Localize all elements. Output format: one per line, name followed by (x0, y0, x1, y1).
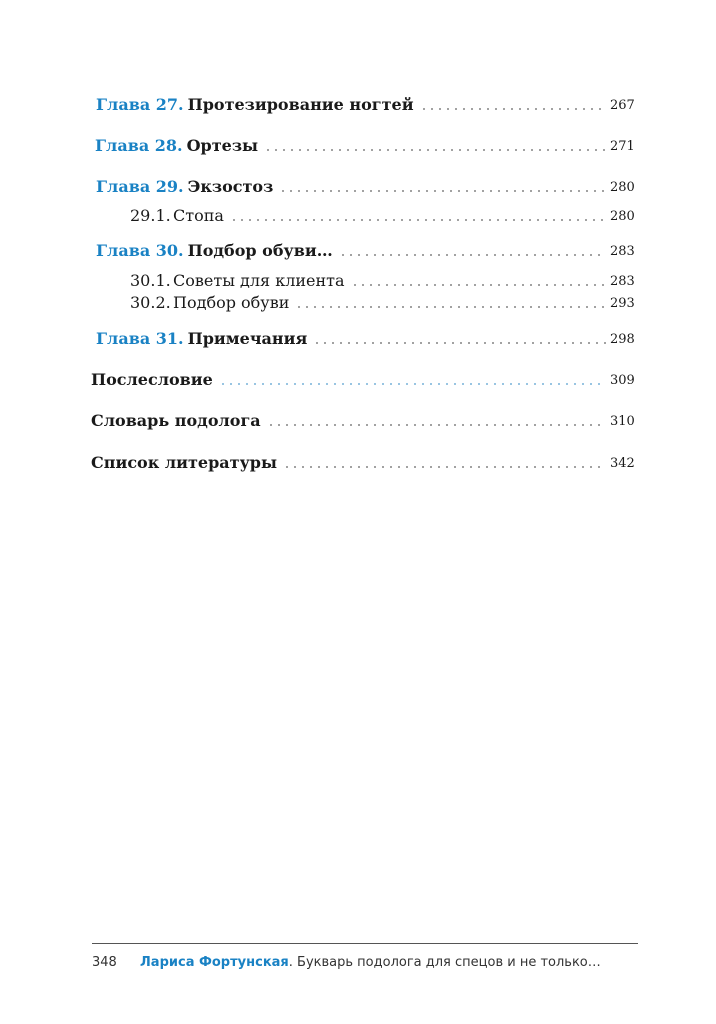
chapter-label: Глава 28. (95, 136, 183, 155)
section-title: Стопа (173, 206, 224, 225)
toc-entry-section-30-2[interactable] (130, 290, 634, 312)
dot-leader (351, 284, 606, 286)
page-number: 310 (610, 414, 635, 429)
chapter-title: Подбор обуви… (187, 241, 333, 260)
footer-rule (92, 943, 638, 944)
dot-leader (267, 424, 606, 426)
toc-entry-section-30-1[interactable] (130, 268, 634, 290)
chapter-title: Ортезы (186, 136, 259, 155)
page-number: 283 (610, 274, 635, 289)
dot-leader (420, 108, 606, 110)
toc-entry-afterword[interactable] (91, 367, 634, 389)
chapter-label: Глава 30. (96, 241, 184, 260)
toc-entry-chapter-28[interactable] (95, 133, 634, 155)
dot-leader (313, 342, 606, 344)
toc-entry-section-29-1[interactable] (130, 203, 634, 225)
page-number: 271 (610, 139, 635, 154)
dot-leader (264, 149, 606, 151)
chapter-title: Экзостоз (187, 177, 274, 196)
page-number: 280 (610, 209, 635, 224)
entry-title: Послесловие (91, 370, 213, 389)
chapter-title: Протезирование ногтей (187, 95, 414, 114)
page-number: 298 (610, 332, 635, 347)
entry-title: Словарь подолога (91, 411, 261, 430)
toc-entry-chapter-27[interactable] (96, 92, 634, 114)
dot-leader (339, 254, 606, 256)
chapter-title: Примечания (187, 329, 308, 348)
page-number: 342 (610, 456, 635, 471)
toc-entry-chapter-31[interactable] (96, 326, 634, 348)
chapter-label: Глава 27. (96, 95, 184, 114)
toc-entry-chapter-29[interactable] (96, 174, 634, 196)
page-number: 309 (610, 373, 635, 388)
toc-entry-glossary[interactable] (91, 408, 634, 430)
chapter-label: Глава 31. (96, 329, 184, 348)
entry-title: Список литературы (91, 453, 278, 472)
dot-leader (230, 219, 606, 221)
section-number: 29.1. (130, 206, 171, 225)
toc-entry-chapter-30[interactable] (96, 238, 634, 260)
page-number: 267 (610, 98, 635, 113)
chapter-label: Глава 29. (96, 177, 184, 196)
page-number: 280 (610, 180, 635, 195)
page-number: 293 (610, 296, 635, 311)
section-title: Подбор обуви (173, 293, 290, 312)
section-number: 30.2. (130, 293, 171, 312)
footer-page-number: 348 (92, 955, 117, 970)
dot-leader (295, 306, 606, 308)
dot-leader (283, 466, 606, 468)
footer-author: Лариса Фортунская (140, 955, 289, 970)
page-number: 283 (610, 244, 635, 259)
dot-leader (219, 383, 606, 385)
section-number: 30.1. (130, 271, 171, 290)
page-footer (92, 955, 601, 970)
toc-entry-bibliography[interactable] (91, 450, 634, 472)
dot-leader (279, 190, 606, 192)
section-title: Советы для клиента (173, 271, 345, 290)
footer-book-title: . Букварь подолога для спецов и не только… (288, 955, 601, 970)
